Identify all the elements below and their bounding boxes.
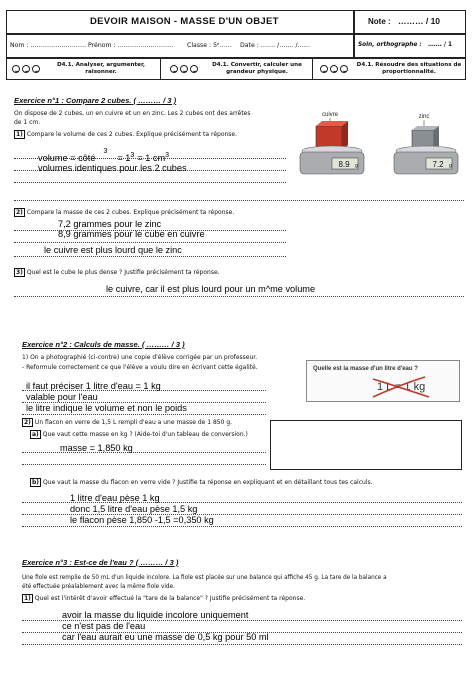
exercise-3-title-text: Exercice n°3 : Est-ce de l'eau ?: [22, 558, 134, 567]
exercise-3-intro-2: été effectuée préalablement avec la même fiole vide.: [22, 584, 175, 590]
exercise-3-answer-2: ce n'est pas de l'eau: [62, 621, 146, 631]
exercise-3-answer-3: car l'eau aurait eu une masse de 0,5 kg pour 50 ml: [62, 632, 269, 642]
photo-question: Quelle est la masse d'un litre d'eau ?: [313, 366, 418, 372]
smiley-icon: [22, 65, 30, 73]
soin-value: ……. / 1: [428, 42, 452, 48]
document-title: DEVOIR MAISON - MASSE D'UN OBJET: [90, 16, 279, 27]
criterion-3: D4.1. Résoudre des situations de proportionnalité.: [356, 62, 462, 75]
scale-copper-reading: 8.9: [338, 160, 350, 169]
exercise-2-answer-2b-3: le flacon pèse 1,850 -1,5 =0,350 kg: [70, 515, 214, 525]
question-number: 1): [16, 131, 23, 138]
criteria-divider-1: [160, 58, 161, 80]
exercise-1-question-3: [14, 268, 220, 277]
exercise-3-question-1: [22, 594, 305, 603]
section-separator: [14, 200, 464, 201]
exercise-2-points: ( ……… / 3 ): [141, 340, 185, 349]
smiley-icon: [32, 65, 40, 73]
criterion-1: D4.1. Analyser, argumenter, raisonner.: [56, 62, 146, 75]
soin-label: Soin, orthographe :: [358, 42, 422, 48]
photo-answer: 1 L = 1 kg: [377, 381, 426, 393]
exercise-1-intro-2: de 1 cm.: [14, 119, 41, 126]
exercise-1-title: [14, 96, 176, 105]
answer-text: volume = côté: [38, 153, 96, 164]
smiley-icon: [340, 65, 348, 73]
scale-zinc-reading: 7.2: [432, 160, 444, 169]
scale-copper-label: cuivre: [321, 112, 339, 118]
question-number: 2): [16, 209, 23, 216]
answer-line: [14, 242, 286, 243]
smileys-2: [170, 65, 200, 73]
answer-line: [14, 182, 286, 183]
class-field[interactable]: Classe : 5ᵉ……: [187, 42, 232, 49]
scale-zinc-image: [390, 108, 464, 180]
exercise-1-points: ( ……… / 3 ): [133, 96, 177, 105]
question-text: Quel est le cube le plus dense ? Justifie précisément ta réponse.: [26, 269, 220, 276]
question-number: 1): [24, 595, 31, 602]
question-text: Un flacon en verre de 1,5 L rempli d'eau a une masse de 1 850 g.: [34, 419, 233, 426]
exponent: 3: [165, 152, 170, 159]
firstname-field[interactable]: Prénom : ………………………: [88, 42, 174, 49]
name-field[interactable]: Nom : ………………………: [10, 42, 87, 49]
exercise-3-points: ( ……… / 3 ): [135, 558, 179, 567]
smiley-icon: [330, 65, 338, 73]
answer-text: = 1: [117, 153, 131, 164]
criterion-2: D4.1. Convertir, calculer une grandeur physique.: [212, 62, 302, 75]
scale-copper-unit: g: [355, 163, 358, 169]
smileys-3: [320, 65, 350, 73]
exercise-1-question-1: [14, 130, 237, 139]
scale-copper-image: [296, 108, 370, 180]
question-number: a): [32, 431, 39, 438]
exercise-1-answer-3: le cuivre, car il est plus lourd pour un m^me volume: [106, 284, 316, 294]
answer-line: [14, 256, 286, 257]
cross-out-mark: [369, 375, 433, 399]
exercise-1-answer-2c: le cuivre est plus lourd que le zinc: [44, 245, 182, 255]
exercise-2-question-1b: - Reformule correctement ce que l'élève a voulu dire en écrivant cette égalité.: [22, 364, 258, 371]
exercise-1-answer-1b: volumes identiques pour les 2 cubes: [38, 163, 187, 173]
exercise-2-answer-2b-2: donc 1,5 litre d'eau pèse 1,5 kg: [70, 504, 198, 514]
smileys-1: [12, 65, 42, 73]
question-text: Que vaut cette masse en kg ? (Aide-toi d'un tableau de conversion.): [42, 431, 248, 438]
scale-zinc-label: zinc: [418, 114, 430, 120]
smiley-icon: [170, 65, 178, 73]
answer-line: [22, 644, 462, 645]
note-value: ……… / 10: [398, 16, 441, 26]
exercise-1-answer-2b: 8,9 grammes pour le cube en cuivre: [58, 229, 205, 239]
exercise-1-question-2: [14, 208, 234, 217]
answer-line: [22, 452, 266, 453]
answer-line: [14, 296, 464, 297]
scale-zinc-unit: g: [449, 163, 452, 169]
exercise-2-answer-2a: masse = 1,850 kg: [60, 443, 133, 453]
exercise-1-answer-1a: [38, 150, 169, 164]
exercise-2-question-1a: 1) On a photographié (ci-contre) une copie d'élève corrigée par un professeur.: [22, 354, 258, 361]
answer-line: [22, 414, 266, 415]
exercise-2-question-2a: [30, 430, 248, 439]
exercise-3-title: [22, 558, 178, 567]
question-text: Que vaut la masse du flacon en verre vide ? Justifie ta réponse en expliquant et en détaillant tous tes calculs.: [43, 479, 373, 486]
smiley-icon: [12, 65, 20, 73]
exercise-3-answer-1: avoir la masse du liquide incolore uniquement: [62, 610, 249, 620]
exercise-1-answer-2a: 7,2 grammes pour le zinc: [58, 219, 162, 229]
exercise-2-title-text: Exercice n°2 : Calculs de masse.: [22, 340, 140, 349]
exercise-2-title: [22, 340, 185, 349]
smiley-icon: [180, 65, 188, 73]
conversion-table-box[interactable]: [270, 420, 462, 470]
question-text: Quel est l'intérêt d'avoir effectué la "tare de la balance" ? Justifie précisément ta réponse.: [34, 595, 306, 602]
exponent: 3: [130, 152, 135, 159]
exponent: 3: [103, 148, 108, 155]
answer-line: [22, 464, 266, 465]
question-text: Compare le volume de ces 2 cubes. Explique précisément ta réponse.: [26, 131, 238, 138]
date-field[interactable]: Date : ……. /……. /……: [240, 42, 310, 49]
exercise-2-answer-1c: le litre indique le volume et non le poids: [26, 403, 187, 413]
student-copy-photo: [306, 360, 460, 402]
question-number: 3): [16, 269, 23, 276]
question-number: 2): [24, 419, 31, 426]
note-label: Note :: [368, 17, 391, 26]
exercise-1-title-text: Exercice n°1 : Compare 2 cubes.: [14, 96, 132, 105]
question-text: Compare la masse de ces 2 cubes. Explique précisément ta réponse.: [26, 209, 235, 216]
exercise-2-answer-1a: il faut préciser 1 litre d'eau = 1 kg: [26, 381, 161, 391]
smiley-icon: [320, 65, 328, 73]
exercise-1-intro-1: On dispose de 2 cubes, un en cuivre et un en zinc. Les 2 cubes ont des arrêtes: [14, 110, 251, 117]
question-number: b): [32, 479, 40, 486]
exercise-2-answer-1b: valable pour l'eau: [26, 392, 98, 402]
answer-line: [22, 526, 462, 527]
criteria-divider-2: [312, 58, 313, 80]
exercise-2-question-2b: [30, 478, 373, 487]
exercise-2-answer-2b-1: 1 litre d'eau pèse 1 kg: [70, 493, 160, 503]
exercise-2-question-2: [22, 418, 232, 427]
answer-text: = 1 cm: [137, 153, 166, 164]
exercise-3-intro-1: Une fiole est remplie de 50 mL d'un liquide incolore. La fiole est placée sur une balance qui affiche 45 g. La tare de la balance a: [22, 575, 387, 581]
smiley-icon: [190, 65, 198, 73]
